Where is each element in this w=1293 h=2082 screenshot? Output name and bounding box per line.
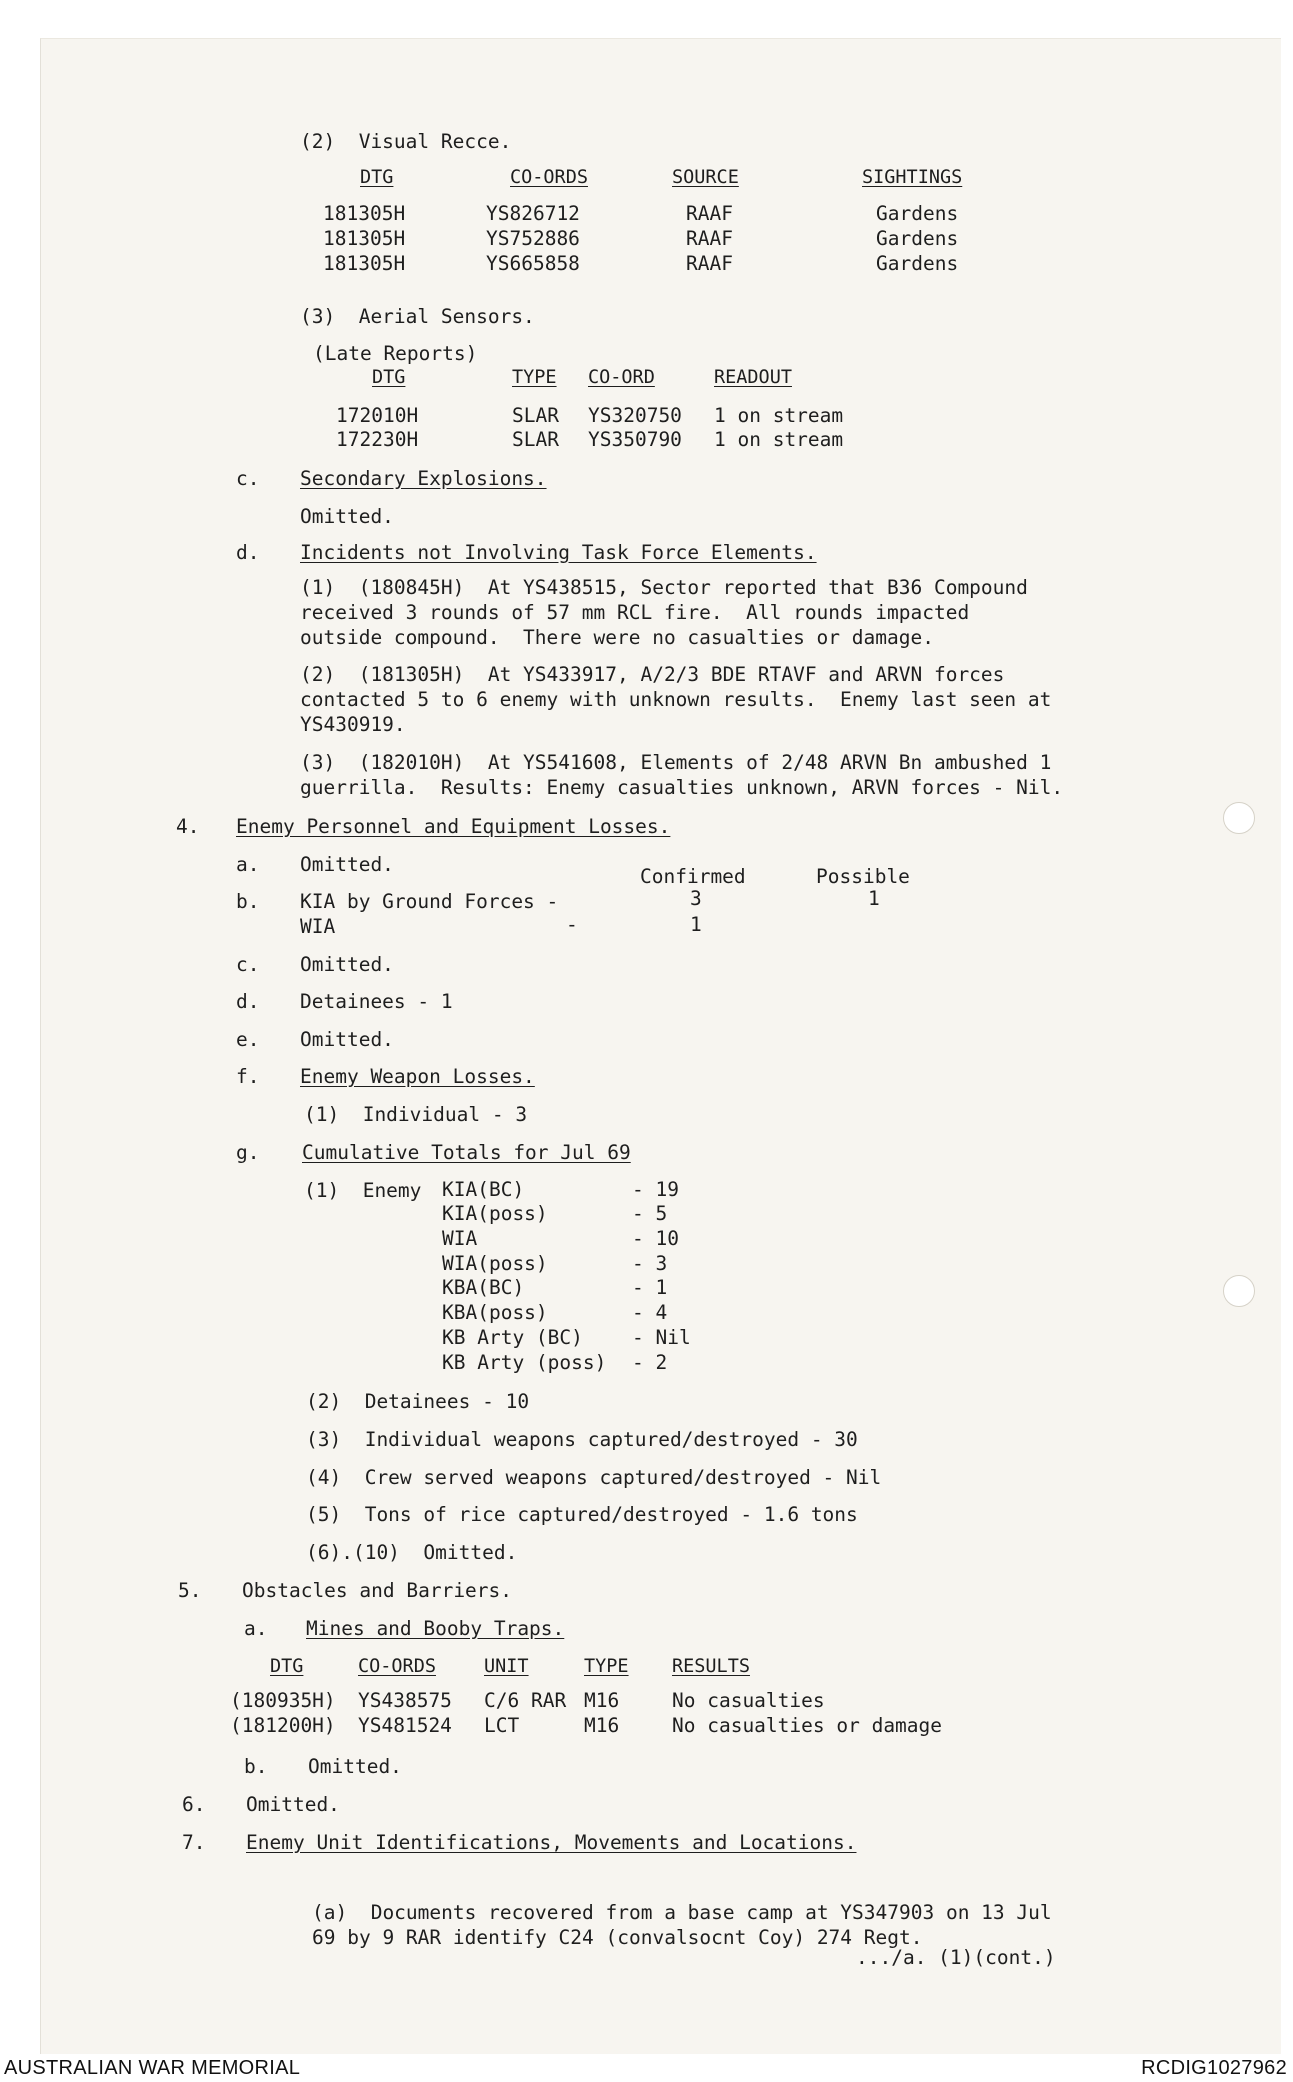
item-label: g. [236,1141,260,1164]
table-cell: RAAF [686,202,733,225]
item-label: d. [236,990,260,1013]
total-value: - 3 [632,1252,668,1275]
table-cell: RAAF [686,227,733,250]
table-cell: Gardens [876,227,959,250]
kia-possible-value: 1 [868,887,880,910]
item-label: d. [236,541,260,564]
table-cell: 1 on stream [714,428,844,451]
paragraph-text: (1) (180845H) At YS438515, Sector reported that B36 Compound [300,576,1028,599]
mines-col-unit: UNIT [484,1656,529,1677]
visual-recce-col-source: SOURCE [672,167,739,188]
table-cell: (180935H) [230,1689,336,1712]
aerial-sensors-heading: (3) Aerial Sensors. [300,305,535,328]
section-number: 4. [176,815,200,838]
total-value: - 4 [632,1301,668,1324]
paragraph-text: (5) Tons of rice captured/destroyed - 1.6 tons [306,1503,858,1526]
table-cell: YS752886 [486,227,580,250]
total-value: - 2 [632,1351,668,1374]
table-cell: No casualties or damage [672,1714,943,1737]
aerial-col-coord: CO-ORD [588,367,655,388]
paragraph-text: (2) Detainees - 10 [306,1390,530,1413]
visual-recce-heading: (2) Visual Recce. [300,130,512,153]
table-cell: YS481524 [358,1714,452,1737]
obstacles-heading: Obstacles and Barriers. [242,1579,513,1602]
total-label: KBA(BC) [442,1276,525,1299]
paragraph-text: (1) Individual - 3 [304,1103,528,1126]
table-cell: Gardens [876,202,959,225]
table-cell: RAAF [686,252,733,275]
paragraph-text: (6).(10) Omitted. [306,1541,518,1564]
table-cell: Gardens [876,252,959,275]
table-cell: 181305H [323,227,406,250]
table-cell: (181200H) [230,1714,336,1737]
total-value: - 19 [632,1178,679,1201]
punch-hole-bottom [1223,1275,1255,1307]
aerial-col-dtg: DTG [372,367,406,388]
paragraph-text: contacted 5 to 6 enemy with unknown results. Enemy last seen at [300,688,1052,711]
paragraph-text: Omitted. [300,505,394,528]
kia-confirmed-value: 3 [690,887,702,910]
total-label: KIA(BC) [442,1178,525,1201]
visual-recce-col-sightings: SIGHTINGS [862,167,963,188]
continuation-note: .../a. (1)(cont.) [856,1946,1056,1969]
total-label: KB Arty (poss) [442,1351,607,1374]
archive-footer [0,2054,1293,2082]
item-label: b. [244,1755,268,1778]
paragraph-text: (3) (182010H) At YS541608, Elements of 2/48 ARVN Bn ambushed 1 [300,751,1052,774]
total-label: KIA(poss) [442,1202,548,1225]
table-cell: 1 on stream [714,404,844,427]
enemy-label: (1) Enemy [304,1179,422,1202]
mines-heading: Mines and Booby Traps. [306,1617,565,1640]
visual-recce-col-coords: CO-ORDS [510,167,588,188]
paragraph-text: Omitted. [300,1028,394,1051]
footer-reference: RCDIG1027962 [1141,2057,1287,2079]
document-page [40,38,1281,2054]
paragraph-text: received 3 rounds of 57 mm RCL fire. All rounds impacted [300,601,970,624]
item-label: c. [236,953,260,976]
table-cell: LCT [484,1714,520,1737]
aerial-col-type: TYPE [512,367,557,388]
wia-label: WIA [300,915,336,938]
aerial-col-readout: READOUT [714,367,792,388]
table-cell: SLAR [512,428,559,451]
mines-col-coords: CO-ORDS [358,1656,436,1677]
paragraph-text: (a) Documents recovered from a base camp at YS347903 on 13 Jul [312,1901,1052,1924]
mines-col-type: TYPE [584,1656,629,1677]
table-cell: 172010H [336,404,419,427]
wia-confirmed-value: 1 [690,913,702,936]
late-reports-label: (Late Reports) [313,342,478,365]
total-value: - 5 [632,1202,668,1225]
visual-recce-col-dtg: DTG [360,167,394,188]
item-label: e. [236,1028,260,1051]
total-value: - 1 [632,1276,668,1299]
enemy-losses-heading: Enemy Personnel and Equipment Losses. [236,815,671,838]
section-number: 7. [182,1831,206,1854]
table-cell: M16 [584,1689,620,1712]
paragraph-text: (4) Crew served weapons captured/destroyed - Nil [306,1466,882,1489]
total-value: - Nil [632,1326,691,1349]
table-cell: No casualties [672,1689,825,1712]
wia-dash: - [566,913,578,936]
paragraph-text: Omitted. [308,1755,402,1778]
paragraph-text: YS430919. [300,713,406,736]
table-cell: SLAR [512,404,559,427]
table-cell: 181305H [323,252,406,275]
punch-hole-top [1223,802,1255,834]
total-value: - 10 [632,1227,679,1250]
total-label: WIA [442,1227,478,1250]
paragraph-text: Omitted. [246,1793,340,1816]
table-cell: YS438575 [358,1689,452,1712]
paragraph-text: Omitted. [300,853,394,876]
mines-col-results: RESULTS [672,1656,750,1677]
col-confirmed: Confirmed [640,865,746,888]
enemy-unit-heading: Enemy Unit Identifications, Movements and Locations. [246,1831,857,1854]
paragraph-text: Detainees - 1 [300,990,453,1013]
item-label: f. [236,1065,260,1088]
paragraph-text: (3) Individual weapons captured/destroyed - 30 [306,1428,858,1451]
item-label: a. [236,853,260,876]
item-label: c. [236,467,260,490]
item-label: b. [236,890,260,913]
paragraph-text: guerrilla. Results: Enemy casualties unknown, ARVN forces - Nil. [300,776,1064,799]
cumulative-totals-heading: Cumulative Totals for Jul 69 [302,1141,631,1164]
paragraph-text: Omitted. [300,953,394,976]
total-label: KB Arty (BC) [442,1326,583,1349]
item-label: a. [244,1617,268,1640]
paragraph-text: (2) (181305H) At YS433917, A/2/3 BDE RTAVF and ARVN forces [300,663,1005,686]
weapon-losses-heading: Enemy Weapon Losses. [300,1065,535,1088]
paragraph-text: outside compound. There were no casualties or damage. [300,626,934,649]
incidents-heading: Incidents not Involving Task Force Elements. [300,541,817,564]
section-number: 5. [178,1579,202,1602]
section-number: 6. [182,1793,206,1816]
table-cell: C/6 RAR [484,1689,567,1712]
secondary-explosions-heading: Secondary Explosions. [300,467,547,490]
paragraph-text: 69 by 9 RAR identify C24 (convalsocnt Coy) 274 Regt. [312,1926,923,1949]
kia-ground-label: KIA by Ground Forces - [300,890,559,913]
footer-source: AUSTRALIAN WAR MEMORIAL [4,2057,301,2079]
total-label: KBA(poss) [442,1301,548,1324]
table-cell: 172230H [336,428,419,451]
total-label: WIA(poss) [442,1252,548,1275]
table-cell: 181305H [323,202,406,225]
table-cell: YS826712 [486,202,580,225]
table-cell: M16 [584,1714,620,1737]
mines-col-dtg: DTG [270,1656,304,1677]
table-cell: YS320750 [588,404,682,427]
col-possible: Possible [816,865,910,888]
table-cell: YS665858 [486,252,580,275]
table-cell: YS350790 [588,428,682,451]
